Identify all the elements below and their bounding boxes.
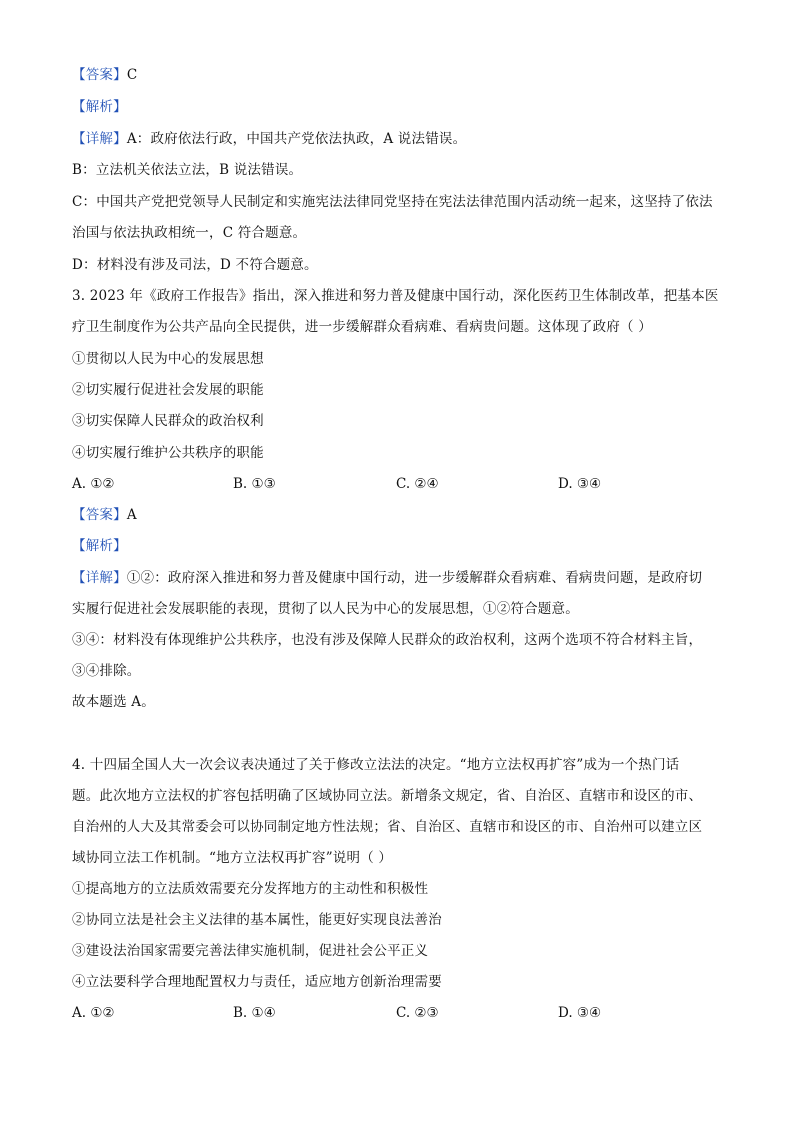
option-c: C. ②③ [396,1005,439,1021]
option-b: B. ①③ [233,476,276,492]
option-a: A. ①② [72,476,115,492]
answer-tag: 【答案】 [72,67,127,83]
option-d: D. ③④ [558,1005,602,1021]
detail-tag: 【详解】 [72,131,127,147]
analysis-tag: 【解析】 [72,99,127,115]
question-stem-line: 域协同立法工作机制。“地方立法权再扩容”说明（ ） [72,850,393,866]
detail-tag: 【详解】 [72,570,127,586]
detail-line [72,130,466,148]
paragraph-line: 治国与依法执政相统一，C 符合题意。 [72,225,307,241]
question-stem-line: 3. 2023 年《政府工作报告》指出，深入推进和努力普及健康中国行动，深化医药卫生体制改革，把基本医 [72,288,719,304]
analysis-line [72,98,127,116]
detail-line [72,569,702,587]
question-item: ①提高地方的立法质效需要充分发挥地方的主动性和积极性 [72,881,429,897]
answer-value: A [126,507,137,523]
question-item: ③切实保障人民群众的政治权利 [72,413,264,429]
paragraph-line: C：中国共产党把党领导人民制定和实施宪法法律同党坚持在宪法法律范围内活动统一起来，这坚持了依法 [72,194,713,210]
question-item: ②协同立法是社会主义法律的基本属性，能更好实现良法善治 [72,912,442,928]
question-item: ②切实履行促进社会发展的职能 [72,382,264,398]
answer-line [72,66,137,84]
option-a: A. ①② [72,1005,115,1021]
paragraph-line: B：立法机关依法立法，B 说法错误。 [72,162,303,178]
paragraph-line: ③④：材料没有体现维护公共秩序，也没有涉及保障人民群众的政治权利，这两个选项不符合材料主旨， [72,632,703,648]
question-item: ④立法要科学合理地配置权力与责任，适应地方创新治理需要 [72,974,442,990]
paragraph-line: 实履行促进社会发展职能的表现，贯彻了以人民为中心的发展思想，①②符合题意。 [72,601,579,617]
answer-line [72,506,137,524]
paragraph-line: 故本题选 A。 [72,694,155,710]
option-c: C. ②④ [396,476,439,492]
detail-text: ①②：政府深入推进和努力普及健康中国行动，进一步缓解群众看病难、看病贵问题，是政府切 [126,570,703,586]
question-item: ④切实履行维护公共秩序的职能 [72,445,264,461]
answer-value: C [126,67,138,83]
question-stem-line: 自治州的人大及其常委会可以协同制定地方性法规；省、自治区、直辖市和设区的市、自治州可以建立区 [72,819,703,835]
question-stem-line: 4. 十四届全国人大一次会议表决通过了关于修改立法法的决定。“地方立法权再扩容”成为一个热门话 [72,757,680,773]
option-d: D. ③④ [558,476,602,492]
question-item: ③建设法治国家需要完善法律实施机制，促进社会公平正义 [72,943,429,959]
paragraph-line: ③④排除。 [72,663,141,679]
option-b: B. ①④ [233,1005,276,1021]
detail-text: A：政府依法行政，中国共产党依法执政，A 说法错误。 [126,131,467,147]
analysis-tag: 【解析】 [72,538,127,554]
question-stem-line: 疗卫生制度作为公共产品向全民提供，进一步缓解群众看病难、看病贵问题。这体现了政府（ ） [72,319,652,335]
question-stem-line: 题。此次地方立法权的扩容包括明确了区域协同立法。新增条文规定，省、自治区、直辖市和设区的市、 [72,788,703,804]
answer-tag: 【答案】 [72,507,127,523]
paragraph-line: D：材料没有涉及司法，D 不符合题意。 [72,257,318,273]
analysis-line [72,537,127,555]
question-item: ①贯彻以人民为中心的发展思想 [72,351,264,367]
